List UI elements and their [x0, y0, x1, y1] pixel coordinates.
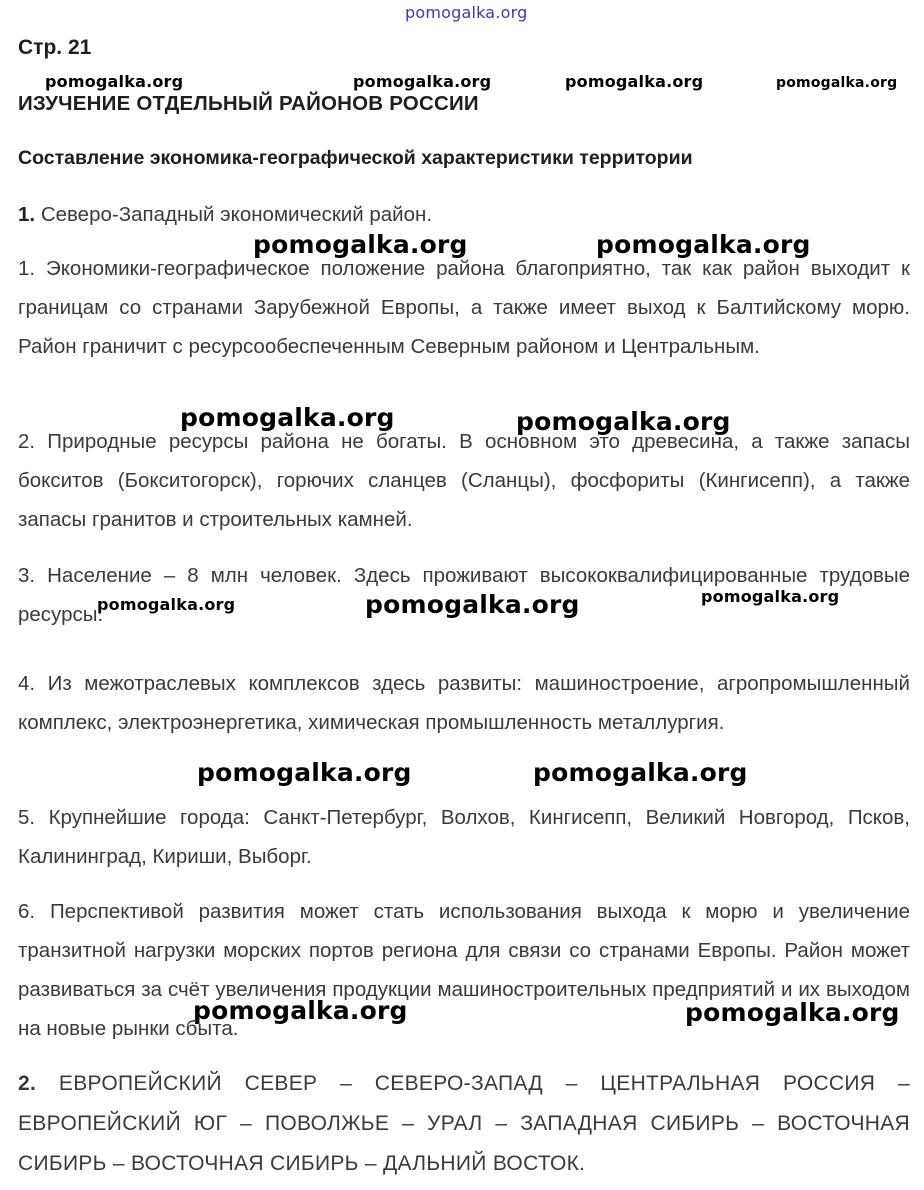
- watermark: pomogalka.org: [253, 230, 468, 259]
- paragraph-item-3: 3. Население – 8 млн человек. Здесь проживают высококвалифицированные трудовые ресурсы.: [18, 564, 910, 626]
- watermark: pomogalka.org: [97, 595, 236, 614]
- page-title: ИЗУЧЕНИЕ ОТДЕЛЬНЫЙ РАЙОНОВ РОССИИ: [18, 92, 479, 115]
- page-number: Стр. 21: [18, 36, 92, 59]
- watermark: pomogalka.org: [533, 758, 748, 787]
- paragraph-item-5: 5. Крупнейшие города: Санкт-Петербург, Волхов, Кингисепп, Великий Новгород, Псков, Калининград, Кириши, Выборг.: [18, 806, 910, 868]
- watermark: pomogalka.org: [565, 72, 704, 91]
- watermark: pomogalka.org: [353, 72, 492, 91]
- paragraph-item-1: 1. Экономики-географическое положение района благоприятно, так как район выходит к границам со странами Зарубежной Европы, а также имеет выход к Балтийскому морю. Район граничит с ресурсообеспеченным Северным районом и Центральным.: [18, 257, 910, 358]
- watermark: pomogalka.org: [596, 230, 811, 259]
- paragraph-item-4: 4. Из межотраслевых комплексов здесь развиты: машиностроение, агропромышленный комплекс, электроэнергетика, химическая промышленность металлургия.: [18, 672, 910, 734]
- watermark: pomogalka.org: [197, 758, 412, 787]
- watermark: pomogalka.org: [405, 3, 528, 22]
- section-subtitle: Составление экономика-географической характеристики территории: [18, 147, 693, 169]
- watermark: pomogalka.org: [45, 72, 184, 91]
- task-1-title: Северо-Западный экономический район.: [40, 203, 433, 226]
- watermark: pomogalka.org: [365, 590, 580, 619]
- task-2-answer: [18, 1064, 910, 1184]
- task-number: 2.: [18, 1072, 37, 1095]
- watermark: pomogalka.org: [180, 403, 395, 432]
- paragraph-item-2: 2. Природные ресурсы района не богаты. В основном это древесина, а также запасы бокситов (Бокситогорск), горючих сланцев (Сланцы), фосфориты (Кингисепп), а также запасы гранитов и строительных камней.: [18, 430, 910, 531]
- regions-sequence: ЕВРОПЕЙСКИЙ СЕВЕР – СЕВЕРО-ЗАПАД – ЦЕНТРАЛЬНАЯ РОССИЯ – ЕВРОПЕЙСКИЙ ЮГ – ПОВОЛЖЬЕ – УРАЛ – ЗАПАДНАЯ СИБИРЬ – ВОСТОЧНАЯ СИБИРЬ – ВОСТОЧНАЯ СИБИРЬ – ДАЛЬНИЙ ВОСТОК.: [18, 1072, 910, 1175]
- watermark: pomogalka.org: [193, 996, 408, 1025]
- watermark: pomogalka.org: [516, 407, 731, 436]
- watermark: pomogalka.org: [701, 587, 840, 606]
- paragraph-item-6: 6. Перспективой развития может стать использования выхода к морю и увеличение транзитной нагрузки морских портов региона для связи со странами Европы. Район может развиваться за счёт увеличения продукции машиностроительных предприятий и их выходом на новые рынки сбыта.: [18, 900, 910, 1040]
- task-1-heading: [18, 195, 910, 234]
- watermark: pomogalka.org: [685, 998, 900, 1027]
- watermark: pomogalka.org: [776, 75, 898, 91]
- task-number: 1.: [18, 203, 36, 226]
